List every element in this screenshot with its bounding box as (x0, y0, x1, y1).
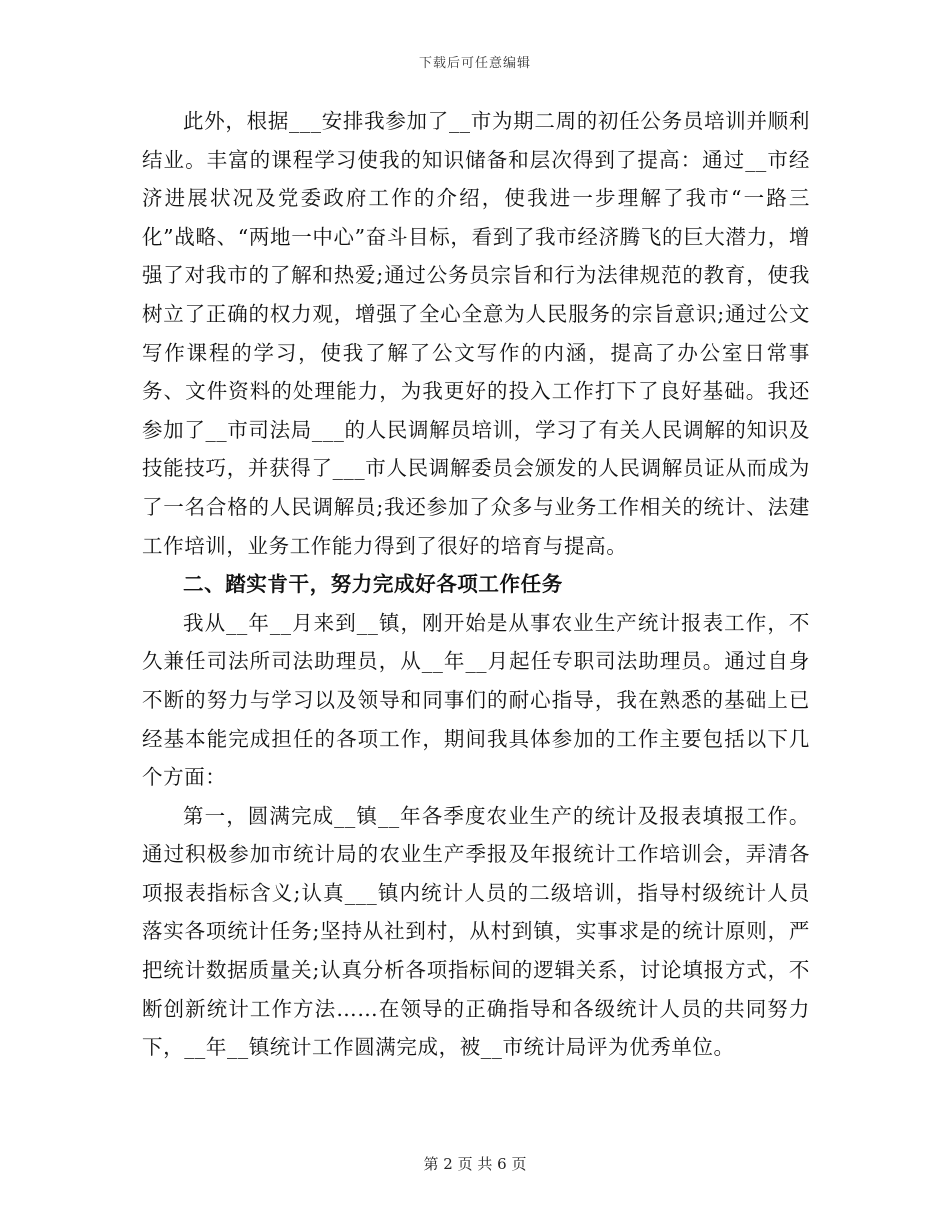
paragraph-statistics-work: 第一，圆满完成__镇__年各季度农业生产的统计及报表填报工作。通过积极参加市统计局的农业生产季报及年报统计工作培训会，弄清各项报表指标含义;认真___镇内统计人员的二级培训，指导村级统计人员落实各项统计任务;坚持从社到村，从村到镇，实事求是的统计原则，严把统计数据质量关;认真分析各项指标间的逻辑关系，讨论填报方式，不断创新统计工作方法……在领导的正确指导和各级统计人员的共同努力下，__年__镇统计工作圆满完成，被__市统计局评为优秀单位。 (142, 803, 810, 1060)
section-heading: 二、踏实肯干，努力完成好各项工作任务 (183, 572, 563, 597)
page-number: 第 2 页 共 6 页 (423, 1155, 527, 1173)
paragraph-training: 此外，根据___安排我参加了__市为期二周的初任公务员培训并顺利结业。丰富的课程学习使我的知识储备和层次得到了提高：通过__市经济进展状况及党委政府工作的介绍，使我进一步理解了我市“一路三化”战略、“两地一中心”奋斗目标，看到了我市经济腾飞的巨大潜力，增强了对我市的了解和热爱;通过公务员宗旨和行为法律规范的教育，使我树立了正确的权力观，增强了全心全意为人民服务的宗旨意识;通过公文写作课程的学习，使我了解了公文写作的内涵，提高了办公室日常事务、文件资料的处理能力，为我更好的投入工作打下了良好基础。我还参加了__市司法局___的人民调解员培训，学习了有关人民调解的知识及技能技巧，并获得了___市人民调解委员会颁发的人民调解员证从而成为了一名合格的人民调解员;我还参加了众多与业务工作相关的统计、法建工作培训，业务工作能力得到了很好的培育与提高。 (142, 109, 810, 558)
paragraph-work-intro: 我从__年__月来到__镇，刚开始是从事农业生产统计报表工作，不久兼任司法所司法助理员，从__年__月起任专职司法助理员。通过自身不断的努力与学习以及领导和同事们的耐心指导，我在熟悉的基础上已经基本能完成担任的各项工作，期间我具体参加的工作主要包括以下几个方面： (142, 610, 810, 790)
page-header: 下载后可任意编辑 (418, 56, 531, 71)
document-body (142, 102, 810, 1067)
